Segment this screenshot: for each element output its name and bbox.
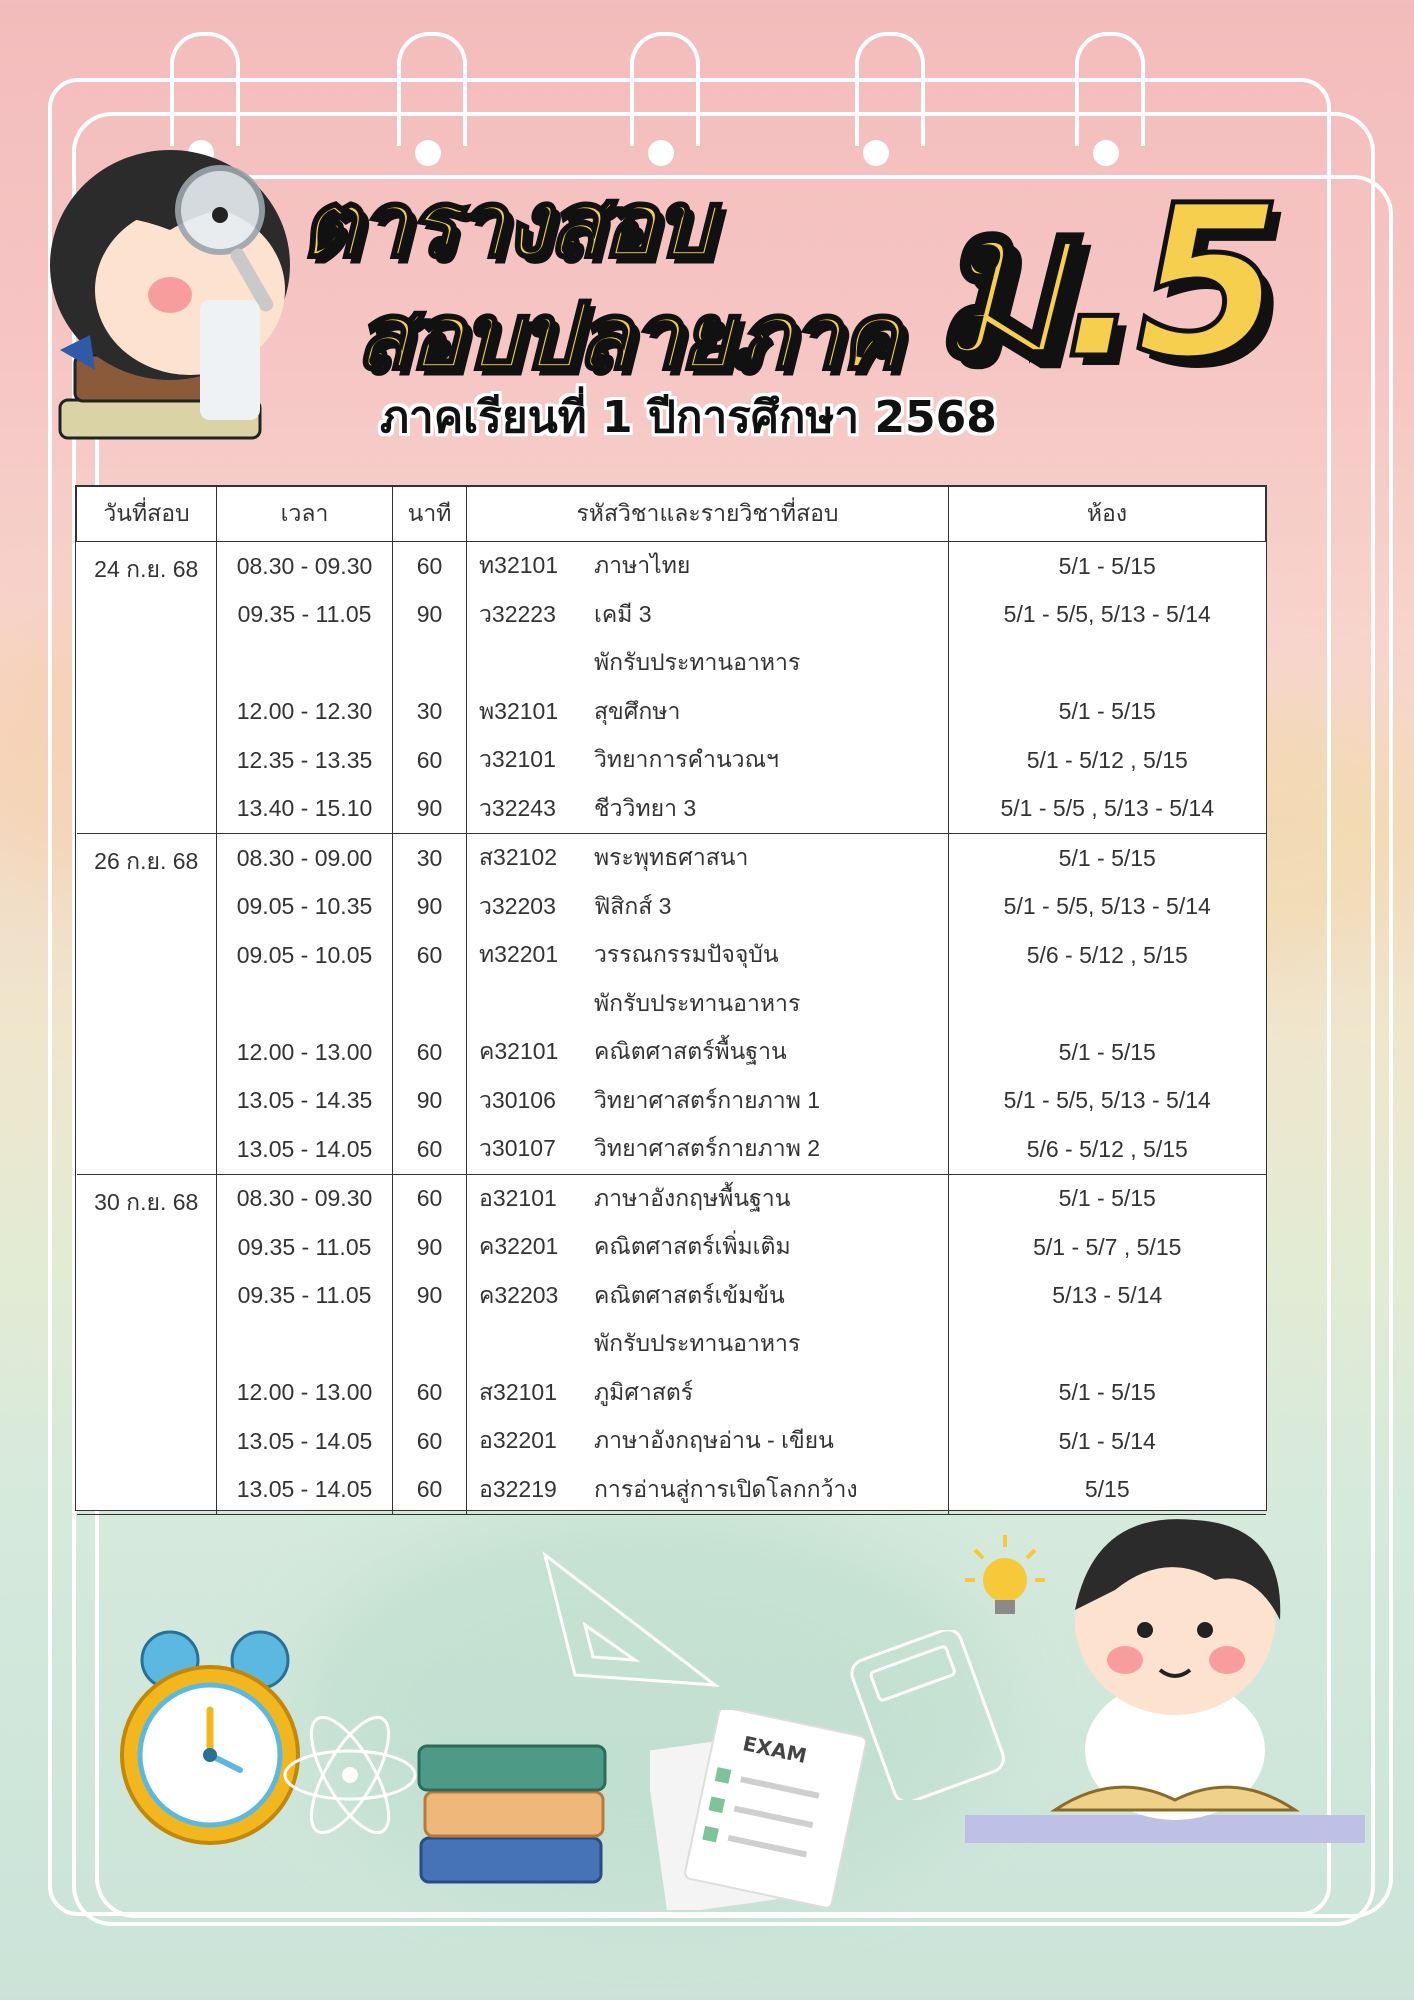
subject-cell	[467, 1369, 949, 1418]
table-header-row	[77, 487, 1266, 542]
subject-cell	[467, 980, 949, 1029]
subject-name: ภาษาไทย	[594, 552, 691, 579]
room-cell: 5/1 - 5/15	[1058, 1379, 1156, 1406]
subject-code: พ32101	[479, 697, 559, 724]
room-cell: 5/1 - 5/15	[1058, 1038, 1156, 1065]
table-row	[77, 785, 1266, 834]
minutes-cell: 90	[393, 785, 467, 834]
minutes-cell: 60	[393, 1174, 467, 1223]
table-row	[77, 931, 1266, 980]
subject-name: ชีววิทยา 3	[594, 794, 697, 821]
subject-name: การอ่านสู่การเปิดโลกกว้าง	[594, 1475, 858, 1502]
header-minutes: นาที	[393, 487, 467, 542]
time-cell: 08.30 - 09.30	[217, 1174, 393, 1223]
subject-cell	[467, 1272, 949, 1321]
subject-cell	[467, 639, 949, 688]
subject-cell	[467, 883, 949, 932]
table-row	[77, 1417, 1266, 1466]
room-cell: 5/6 - 5/12 , 5/15	[1026, 941, 1188, 968]
subject-cell	[467, 736, 949, 785]
table-row	[77, 542, 1266, 591]
table-row	[77, 1272, 1266, 1321]
subject-name: พระพุทธศาสนา	[594, 844, 749, 871]
time-cell: 09.05 - 10.05	[217, 931, 393, 980]
subject-name: สุขศึกษา	[594, 697, 681, 724]
subject-name: ภาษาอังกฤษพื้นฐาน	[594, 1184, 791, 1211]
time-cell: 13.05 - 14.05	[217, 1466, 393, 1515]
table-row	[77, 1320, 1266, 1369]
room-cell: 5/13 - 5/14	[1052, 1282, 1163, 1309]
table-row	[77, 1223, 1266, 1272]
subject-cell	[467, 1320, 949, 1369]
table-row	[77, 736, 1266, 785]
room-cell: 5/1 - 5/5, 5/13 - 5/14	[1003, 601, 1211, 628]
exam-paper-label: EXAM	[740, 1731, 809, 1769]
subject-name: วิทยาศาสตร์กายภาพ 1	[594, 1086, 821, 1113]
subject-cell	[467, 591, 949, 640]
binder-ring	[630, 32, 700, 146]
room-cell: 5/15	[949, 1466, 1266, 1515]
subject-code: ท32201	[479, 941, 559, 968]
header-subject: รหัสวิชาและรายวิชาที่สอบ	[467, 487, 949, 542]
header-room: ห้อง	[949, 487, 1266, 542]
table-row	[77, 1174, 1266, 1223]
room-cell	[949, 639, 1266, 688]
subject-name: คณิตศาสตร์พื้นฐาน	[594, 1038, 787, 1065]
header-date: วันที่สอบ	[77, 487, 217, 542]
time-cell: 12.35 - 13.35	[217, 736, 393, 785]
time-cell: 12.00 - 13.00	[217, 1028, 393, 1077]
minutes-cell: 90	[393, 1272, 467, 1321]
subject-cell	[467, 834, 949, 883]
subject-name: วิทยาการคำนวณฯ	[594, 746, 779, 773]
grade-title: ม.5	[930, 160, 1277, 405]
table-row	[77, 883, 1266, 932]
books-stack-icon	[415, 1730, 615, 1890]
minutes-cell: 60	[393, 1125, 467, 1174]
time-cell: 09.35 - 11.05	[217, 591, 393, 640]
minutes-cell: 30	[393, 688, 467, 737]
table-row	[77, 639, 1266, 688]
subject-name: คณิตศาสตร์เพิ่มเติม	[594, 1233, 791, 1260]
table-row	[77, 980, 1266, 1029]
time-cell: 12.00 - 12.30	[217, 688, 393, 737]
subject-cell	[467, 1028, 949, 1077]
subject-cell	[467, 1174, 949, 1223]
minutes-cell: 60	[393, 931, 467, 980]
subject-code: ส32102	[479, 844, 557, 871]
table-row	[77, 688, 1266, 737]
time-cell: 13.05 - 14.35	[217, 1077, 393, 1126]
time-cell	[217, 639, 393, 688]
table-row	[77, 1028, 1266, 1077]
minutes-cell	[393, 980, 467, 1029]
subject-cell	[467, 1077, 949, 1126]
room-cell: 5/1 - 5/5, 5/13 - 5/14	[1003, 1087, 1211, 1114]
room-cell: 5/1 - 5/5, 5/13 - 5/14	[1003, 893, 1211, 920]
room-cell: 5/6 - 5/12 , 5/15	[949, 1125, 1266, 1174]
room-cell: 5/1 - 5/14	[1058, 1427, 1156, 1454]
exam-schedule-table	[75, 485, 1267, 1511]
table-row	[77, 834, 1266, 883]
binder-ring	[855, 32, 925, 146]
subject-code: ค32203	[479, 1281, 559, 1308]
time-cell: 09.35 - 11.05	[217, 1272, 393, 1321]
subject-cell	[467, 785, 949, 834]
minutes-cell: 60	[393, 1369, 467, 1418]
time-cell: 13.40 - 15.10	[217, 785, 393, 834]
exam-date-cell: 24 ก.ย. 68	[77, 542, 217, 834]
room-cell: 5/1 - 5/12 , 5/15	[1026, 746, 1188, 773]
subject-cell	[467, 931, 949, 980]
subject-code: ว32243	[479, 794, 556, 821]
minutes-cell: 30	[393, 834, 467, 883]
time-cell	[217, 1320, 393, 1369]
subject-name: เคมี 3	[594, 600, 652, 627]
room-cell: 5/1 - 5/7 , 5/15	[1033, 1233, 1182, 1260]
subject-code: ส32101	[479, 1378, 557, 1405]
subject-cell	[467, 1125, 949, 1174]
time-cell	[217, 980, 393, 1029]
table-row	[77, 1077, 1266, 1126]
time-cell: 08.30 - 09.00	[217, 834, 393, 883]
subject-code: ค32101	[479, 1038, 559, 1065]
subject-name: คณิตศาสตร์เข้มข้น	[594, 1281, 785, 1308]
time-cell: 08.30 - 09.30	[217, 542, 393, 591]
subject-name: พักรับประทานอาหาร	[594, 649, 801, 676]
subject-code: ค32201	[479, 1233, 559, 1260]
table-row	[77, 1466, 1266, 1515]
subject-code: ว32101	[479, 746, 556, 773]
header-time: เวลา	[217, 487, 393, 542]
subject-name: วรรณกรรมปัจจุบัน	[594, 941, 779, 968]
minutes-cell: 60	[393, 542, 467, 591]
room-cell: 5/1 - 5/15	[1058, 1185, 1156, 1212]
minutes-cell: 90	[393, 1223, 467, 1272]
subject-cell	[467, 688, 949, 737]
exam-date-cell: 30 ก.ย. 68	[77, 1174, 217, 1515]
time-cell: 09.35 - 11.05	[217, 1223, 393, 1272]
subject-code: ว30107	[479, 1135, 556, 1162]
subject-code: อ32201	[479, 1427, 557, 1454]
boy-reading-illustration	[965, 1510, 1365, 1870]
subject-code: อ32219	[479, 1475, 557, 1502]
subject-code: ท32101	[479, 552, 559, 579]
subject-name: ฟิสิกส์ 3	[594, 892, 672, 919]
subject-name: พักรับประทานอาหาร	[594, 1330, 801, 1357]
time-cell: 12.00 - 13.00	[217, 1369, 393, 1418]
atom-icon	[275, 1700, 425, 1850]
time-cell: 09.05 - 10.35	[217, 883, 393, 932]
subject-cell	[467, 1417, 949, 1466]
subject-name: ภาษาอังกฤษอ่าน - เขียน	[594, 1427, 834, 1454]
binder-ring	[397, 32, 467, 146]
table-row	[77, 1125, 1266, 1174]
binder-ring-hole	[863, 140, 889, 166]
exam-paper-icon	[650, 1710, 870, 1910]
minutes-cell: 60	[393, 1417, 467, 1466]
set-square-icon	[535, 1545, 725, 1695]
minutes-cell: 60	[393, 736, 467, 785]
exam-date-cell: 26 ก.ย. 68	[77, 834, 217, 1175]
minutes-cell: 90	[393, 591, 467, 640]
minutes-cell: 60	[393, 1028, 467, 1077]
time-cell: 13.05 - 14.05	[217, 1125, 393, 1174]
subject-code: อ32101	[479, 1184, 557, 1211]
subject-name: ภูมิศาสตร์	[594, 1378, 694, 1405]
room-cell: 5/1 - 5/15	[1058, 698, 1156, 725]
minutes-cell	[393, 639, 467, 688]
subtitle-semester: ภาคเรียนที่ 1 ปีการศึกษา 2568	[380, 392, 997, 443]
title-line2: สอบปลายภาค	[355, 283, 899, 390]
minutes-cell: 90	[393, 883, 467, 932]
room-cell: 5/1 - 5/15	[1058, 552, 1156, 579]
subject-cell	[467, 1466, 949, 1515]
subject-name: วิทยาศาสตร์กายภาพ 2	[594, 1135, 821, 1162]
minutes-cell: 90	[393, 1077, 467, 1126]
table-row	[77, 1369, 1266, 1418]
room-cell: 5/1 - 5/5 , 5/13 - 5/14	[949, 785, 1266, 834]
subject-cell	[467, 542, 949, 591]
time-cell: 13.05 - 14.05	[217, 1417, 393, 1466]
minutes-cell	[393, 1320, 467, 1369]
table-row	[77, 591, 1266, 640]
minutes-cell: 60	[393, 1466, 467, 1515]
subject-cell	[467, 1223, 949, 1272]
subject-name: พักรับประทานอาหาร	[594, 989, 801, 1016]
subject-code: ว32203	[479, 892, 556, 919]
room-cell	[949, 1320, 1266, 1369]
room-cell	[949, 980, 1266, 1029]
room-cell: 5/1 - 5/15	[1058, 844, 1156, 871]
subject-code: ว32223	[479, 600, 556, 627]
subject-code: ว30106	[479, 1086, 556, 1113]
title-line1: ตารางสอบ	[300, 171, 712, 278]
